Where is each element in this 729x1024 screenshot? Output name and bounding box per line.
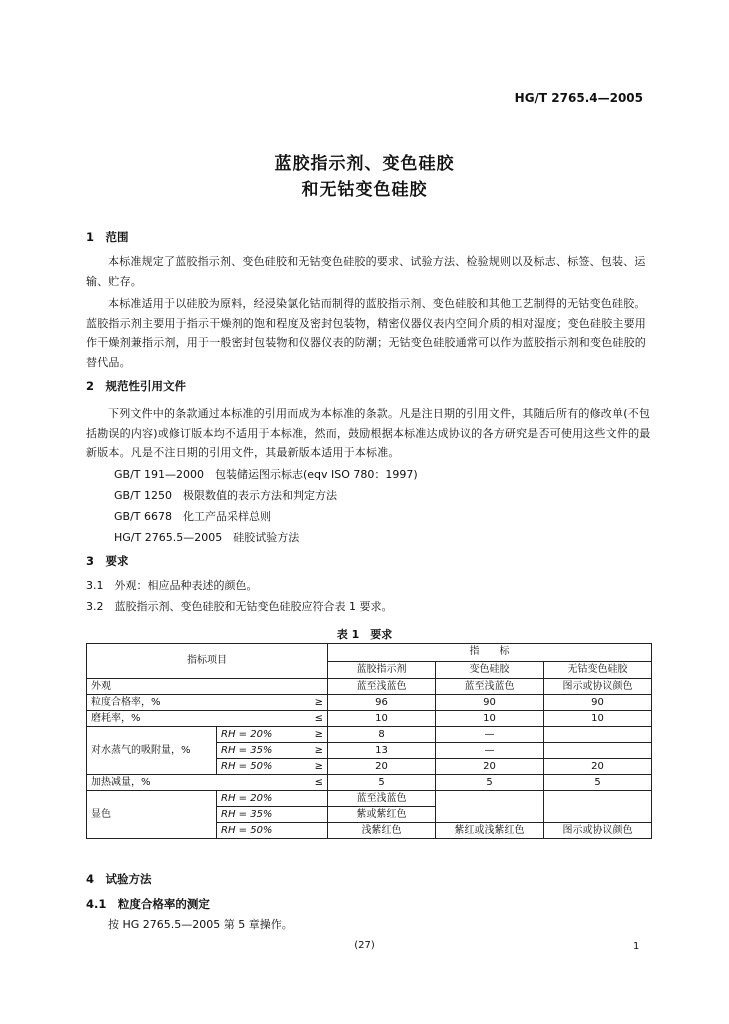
header-index: 指 标 — [328, 644, 652, 662]
cell: 96 — [328, 695, 436, 711]
cell — [544, 727, 652, 743]
section-1-para-2: 本标准适用于以硅胶为原料，经浸染氯化钴而制得的蓝胶指示剂、变色硅胶和其他工艺制得的无钴变色硅胶。蓝胶指示剂主要用于指示干燥剂的饱和程度及密封包装物，精密仪器仪表内空间介质的相对湿度；变色硅胶主要用作干燥剂兼指示剂，用于一般密封包装物和仪器仪表的防潮；无钴变色硅胶通常可以作为蓝胶指示剂和变色硅胶的替代品。 — [86, 297, 646, 369]
cell: 90 — [436, 695, 544, 711]
cell: 10 — [436, 711, 544, 727]
operator: ≥ — [303, 743, 328, 759]
table-row-particle — [87, 695, 652, 711]
cell — [436, 791, 544, 823]
section-2-heading: 2 规范性引用文件 — [86, 379, 187, 393]
clause-4-1: 4.1 粒度合格率的测定 — [86, 897, 210, 911]
requirements-table — [86, 643, 652, 839]
cell: — — [436, 727, 544, 743]
page-number-right: 1 — [633, 941, 640, 952]
reference-2: GB/T 1250 极限数值的表示方法和判定方法 — [114, 489, 337, 502]
table-row-heatloss — [87, 775, 652, 791]
row-label: 加热减量，% — [87, 775, 303, 791]
operator: ≥ — [303, 695, 328, 711]
section-1-heading: 1 范围 — [86, 230, 129, 244]
operator: ≥ — [303, 759, 328, 775]
header-item: 指标项目 — [87, 644, 328, 679]
cell: 8 — [328, 727, 436, 743]
page-title-line1: 蓝胶指示剂、变色硅胶 — [274, 154, 455, 174]
cell: 5 — [544, 775, 652, 791]
reference-3: GB/T 6678 化工产品采样总则 — [114, 510, 271, 523]
operator: ≤ — [303, 711, 328, 727]
cell: 5 — [436, 775, 544, 791]
section-4-heading: 4 试验方法 — [86, 872, 152, 886]
condition: RH = 35% — [217, 807, 328, 823]
cell: 蓝至浅蓝色 — [436, 679, 544, 695]
standard-number: HG/T 2765.4—2005 — [514, 91, 643, 105]
header-col-1: 蓝胶指示剂 — [328, 661, 436, 679]
cell: 蓝至浅蓝色 — [328, 791, 436, 807]
row-label: 外观 — [87, 679, 328, 695]
clause-4-1-text: 按 HG 2765.5—2005 第 5 章操作。 — [108, 918, 293, 931]
cell: 紫红或浅紫红色 — [436, 823, 544, 839]
cell: 浅紫红色 — [328, 823, 436, 839]
page-number-center: (27) — [354, 940, 375, 951]
section-1-para-1: 本标准规定了蓝胶指示剂、变色硅胶和无钴变色硅胶的要求、试验方法、检验规则以及标志、标签、包装、运输、贮存。 — [86, 255, 646, 288]
row-label: 粒度合格率，% — [87, 695, 303, 711]
cell — [544, 791, 652, 823]
cell — [544, 743, 652, 759]
condition: RH = 50% — [217, 759, 303, 775]
table-header-row — [87, 644, 652, 662]
cell: — — [436, 743, 544, 759]
row-label: 磨耗率，% — [87, 711, 303, 727]
page-title-line2: 和无钴变色硅胶 — [301, 180, 428, 200]
header-col-2: 变色硅胶 — [436, 661, 544, 679]
table-row-wear — [87, 711, 652, 727]
operator: ≤ — [303, 775, 328, 791]
condition: RH = 50% — [217, 823, 328, 839]
cell: 5 — [328, 775, 436, 791]
condition: RH = 20% — [217, 727, 303, 743]
cell: 13 — [328, 743, 436, 759]
row-label: 对水蒸气的吸附量，% — [87, 727, 217, 775]
cell: 20 — [328, 759, 436, 775]
table-caption: 表 1 要求 — [336, 628, 393, 641]
header-col-3: 无钴变色硅胶 — [544, 661, 652, 679]
table-row-color-1 — [87, 791, 652, 807]
cell: 10 — [328, 711, 436, 727]
section-2-para-1: 下列文件中的条款通过本标准的引用而成为本标准的条款。凡是注日期的引用文件，其随后所有的修改单(不包括勘误的内容)或修订版本均不适用于本标准，然而，鼓励根据本标准达成协议的各方研究是否可使用这些文件的最新版本。凡是不注日期的引用文件，其最新版本适用于本标准。 — [86, 407, 651, 459]
condition: RH = 35% — [217, 743, 303, 759]
clause-3-2: 3.2 蓝胶指示剂、变色硅胶和无钴变色硅胶应符合表 1 要求。 — [86, 600, 393, 613]
reference-4: HG/T 2765.5—2005 硅胶试验方法 — [114, 531, 300, 544]
table-row-appearance — [87, 679, 652, 695]
table-row-absorb-1 — [87, 727, 652, 743]
operator: ≥ — [303, 727, 328, 743]
cell: 20 — [544, 759, 652, 775]
cell: 90 — [544, 695, 652, 711]
condition: RH = 20% — [217, 791, 328, 807]
reference-1: GB/T 191—2000 包装储运图示标志(eqv ISO 780：1997) — [114, 468, 418, 481]
clause-3-1: 3.1 外观：相应品种表述的颜色。 — [86, 579, 258, 592]
cell: 图示或协议颜色 — [544, 823, 652, 839]
cell: 20 — [436, 759, 544, 775]
cell: 10 — [544, 711, 652, 727]
row-label: 显色 — [87, 791, 217, 839]
cell: 紫或紫红色 — [328, 807, 436, 823]
section-3-heading: 3 要求 — [86, 554, 129, 568]
cell: 图示或协议颜色 — [544, 679, 652, 695]
cell: 蓝至浅蓝色 — [328, 679, 436, 695]
